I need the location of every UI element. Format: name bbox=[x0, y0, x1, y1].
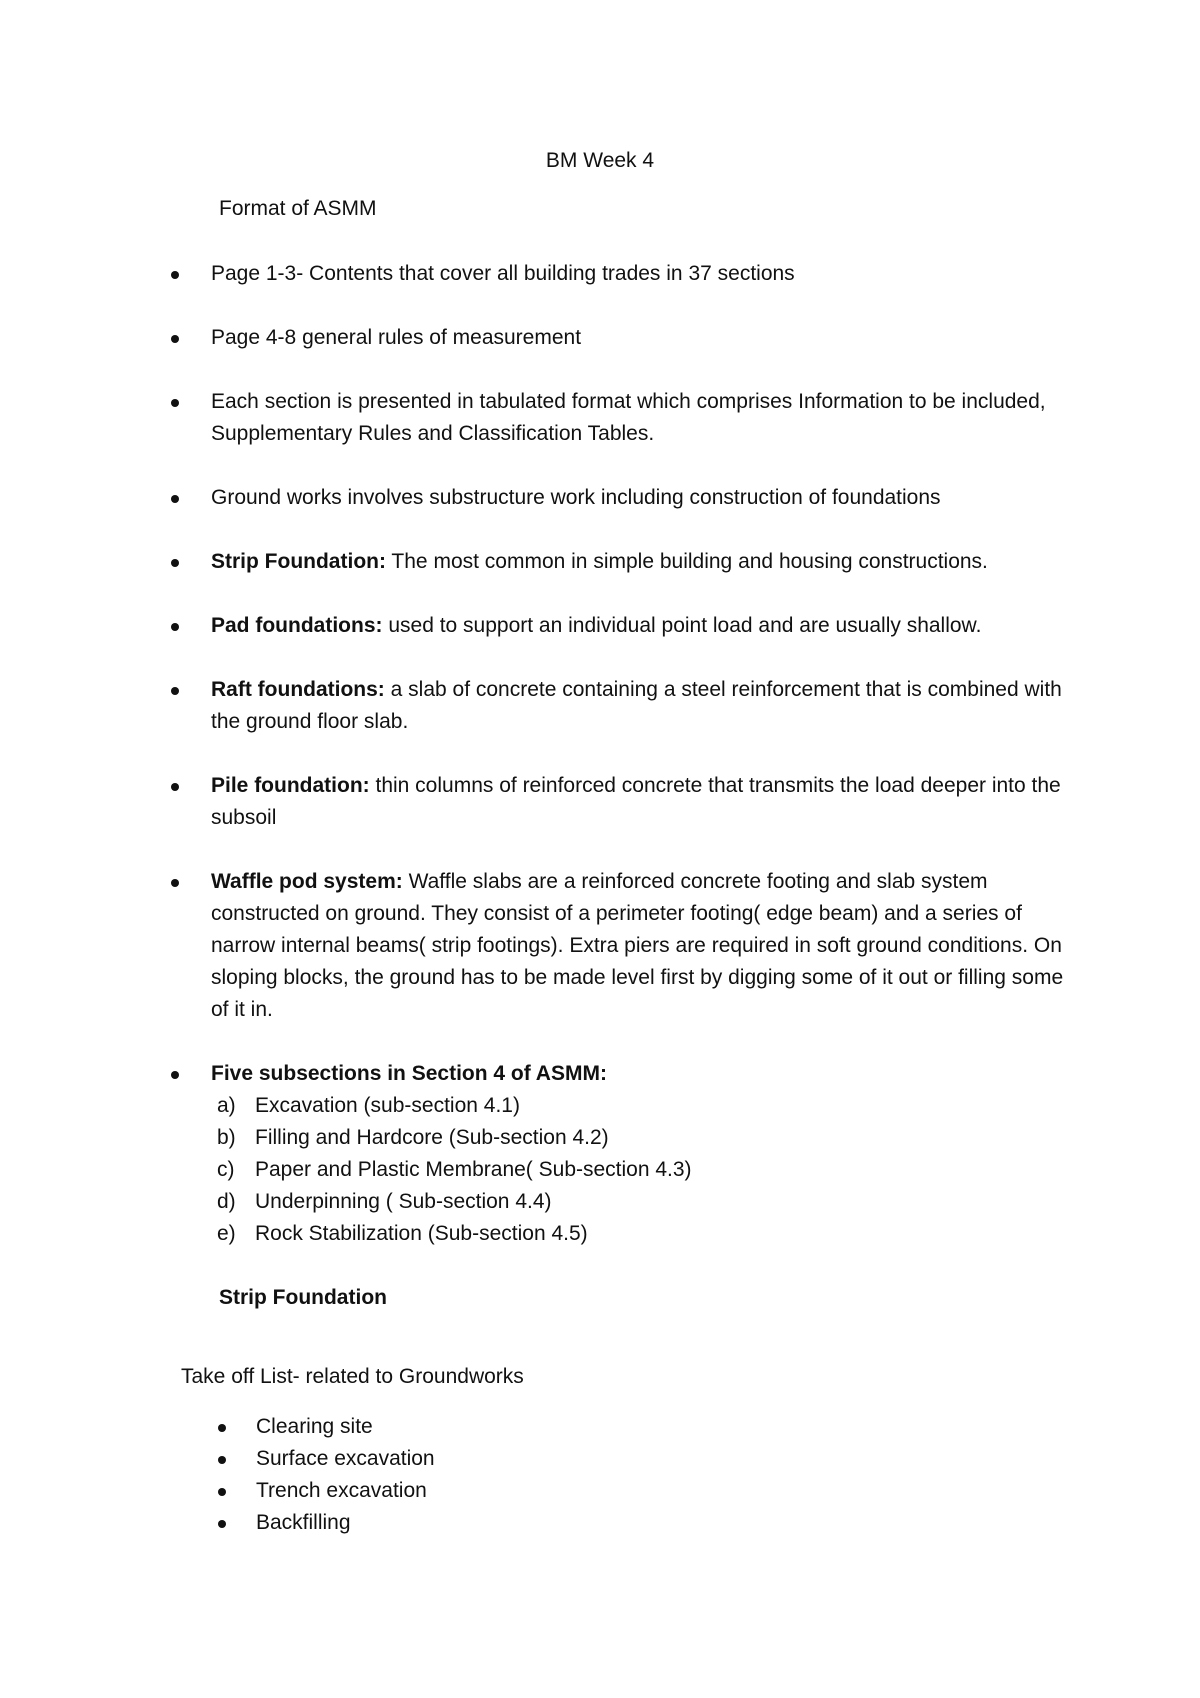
list-item bbox=[0, 770, 1081, 834]
bullet-icon bbox=[218, 1520, 226, 1528]
subsection-text: Excavation (sub-section 4.1) bbox=[255, 1094, 520, 1117]
subsection-marker: e) bbox=[217, 1222, 236, 1245]
takeoff-item-text: Clearing site bbox=[256, 1415, 373, 1438]
takeoff-item bbox=[0, 1475, 435, 1507]
subsection-item bbox=[211, 1122, 1081, 1154]
subsection-item bbox=[211, 1154, 1081, 1186]
subsection-text: Paper and Plastic Membrane( Sub-section 4.3) bbox=[255, 1158, 692, 1181]
list-item-text: Page 1-3- Contents that cover all building trades in 37 sections bbox=[211, 262, 795, 285]
list-item-text: thin columns of reinforced concrete that transmits the load deeper into the subsoil bbox=[211, 774, 1061, 829]
list-item-text: Page 4-8 general rules of measurement bbox=[211, 326, 582, 349]
bullet-icon bbox=[171, 879, 179, 887]
subsection-list bbox=[211, 1090, 1081, 1250]
subsection-text: Rock Stabilization (Sub-section 4.5) bbox=[255, 1222, 588, 1245]
takeoff-item bbox=[0, 1507, 435, 1539]
bullet-icon bbox=[218, 1488, 226, 1496]
list-item bbox=[0, 1058, 1081, 1250]
takeoff-item bbox=[0, 1411, 435, 1443]
bullet-icon bbox=[171, 623, 179, 631]
subsection-item bbox=[211, 1218, 1081, 1250]
list-item-text: used to support an individual point load and are usually shallow. bbox=[382, 614, 982, 637]
list-item-text: a slab of concrete containing a steel reinforcement that is combined with the ground floor slab. bbox=[211, 678, 1062, 733]
list-item bbox=[0, 866, 1081, 1026]
subsection-item bbox=[211, 1186, 1081, 1218]
list-item-label: Strip Foundation: bbox=[211, 550, 386, 573]
bullet-icon bbox=[171, 335, 179, 343]
bullet-icon bbox=[171, 687, 179, 695]
list-item bbox=[0, 386, 1081, 450]
list-item-text: Each section is presented in tabulated format which comprises Information to be included, Supplementary Rules and Classification Tables. bbox=[211, 390, 1046, 445]
bullet-icon bbox=[171, 399, 179, 407]
list-item-label: Pad foundations: bbox=[211, 614, 383, 637]
subsection-marker: b) bbox=[217, 1126, 236, 1149]
takeoff-list bbox=[0, 1411, 435, 1539]
bullet-icon bbox=[171, 271, 179, 279]
list-item-text: Ground works involves substructure work including construction of foundations bbox=[211, 486, 941, 509]
list-item-label: Pile foundation: bbox=[211, 774, 370, 797]
bullet-icon bbox=[171, 783, 179, 791]
list-item-label: Waffle pod system: bbox=[211, 870, 403, 893]
format-heading: Format of ASMM bbox=[219, 197, 377, 220]
page-title: BM Week 4 bbox=[545, 149, 655, 172]
list-item bbox=[0, 610, 1081, 642]
list-item-text: Waffle slabs are a reinforced concrete footing and slab system constructed on ground. They consist of a perimeter footing( edge beam) and a series of narrow internal beams( strip footings). Extra piers are required in soft ground conditions. On sloping blocks, the ground has to be made level first by digging some of it out or filling some of it in. bbox=[211, 870, 1064, 1021]
bullet-icon bbox=[218, 1424, 226, 1432]
bullet-icon bbox=[218, 1456, 226, 1464]
takeoff-item bbox=[0, 1443, 435, 1475]
strip-foundation-heading: Strip Foundation bbox=[219, 1286, 387, 1309]
subsection-item bbox=[211, 1090, 1081, 1122]
subsection-text: Underpinning ( Sub-section 4.4) bbox=[255, 1190, 552, 1213]
bullet-icon bbox=[171, 559, 179, 567]
subsection-marker: d) bbox=[217, 1190, 236, 1213]
list-item bbox=[0, 322, 1081, 354]
list-item-text: The most common in simple building and housing constructions. bbox=[385, 550, 988, 573]
subsection-text: Filling and Hardcore (Sub-section 4.2) bbox=[255, 1126, 609, 1149]
list-item-label: Raft foundations: bbox=[211, 678, 385, 701]
takeoff-item-text: Surface excavation bbox=[256, 1447, 435, 1470]
takeoff-item-text: Trench excavation bbox=[256, 1479, 427, 1502]
bullet-icon bbox=[171, 1071, 179, 1079]
bullet-icon bbox=[171, 495, 179, 503]
subsections-heading: Five subsections in Section 4 of ASMM: bbox=[211, 1062, 607, 1085]
takeoff-heading: Take off List- related to Groundworks bbox=[181, 1365, 524, 1388]
list-item bbox=[0, 482, 1081, 514]
list-item bbox=[0, 546, 1081, 578]
subsection-marker: a) bbox=[217, 1094, 236, 1117]
takeoff-item-text: Backfilling bbox=[256, 1511, 351, 1534]
list-item bbox=[0, 674, 1081, 738]
subsection-marker: c) bbox=[217, 1158, 235, 1181]
main-bullet-list bbox=[0, 258, 1200, 1282]
list-item bbox=[0, 258, 1081, 290]
